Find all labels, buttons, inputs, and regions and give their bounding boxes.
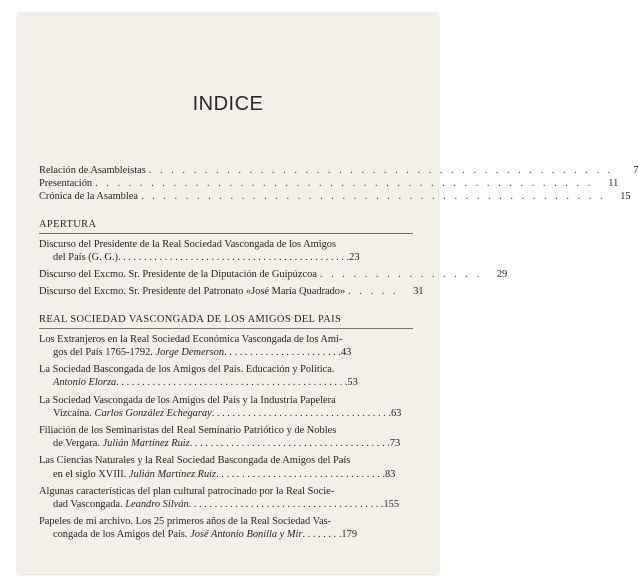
- page-number: 23: [349, 252, 360, 264]
- dot-leader: . . . . . . . .: [302, 529, 342, 541]
- entry-line: Algunas características del plan cultural patrocinado por la Real Socie-: [39, 485, 335, 497]
- toc-entry-industria-papelera: [39, 394, 413, 420]
- toc-entry-presentacion: [39, 177, 619, 190]
- toc-entry-papeles-archivo: [39, 515, 413, 541]
- entry-line: Las Ciencias Naturales y la Real Sociedad Bascongada de Amigos del País: [39, 455, 351, 467]
- entry-line: Los Extranjeros en la Real Sociedad Económica Vascongada de los Ami-: [39, 333, 343, 345]
- toc-entry-bascongada-educacion: [39, 363, 413, 389]
- page-number: 15: [620, 191, 631, 203]
- toc-entry-discurso-diputacion: [39, 268, 508, 281]
- table-of-contents: [39, 164, 638, 542]
- dot-leader: . . . . . . . . . . . . . . . . . . . . . . . . . . . . . . . . . . . . . . . . . . . . .: [95, 178, 594, 190]
- entry-author: Julián Martínez Ruiz: [128, 468, 217, 480]
- entry-line: Discurso del Presidente de la Real Sociedad Vascongada de los Amigos: [39, 238, 337, 250]
- toc-entry-ciencias-naturales: [39, 454, 413, 480]
- entry-line: Discurso del Excmo. Sr. Presidente del Patronato «José María Quadrado»: [39, 286, 346, 298]
- dot-leader: . . . . . . . . . . . . . . . . . . . . . . . . . . . . . . . . . . . . . . . . . . . . .: [116, 377, 348, 389]
- toc-entry-relacion: [39, 164, 638, 177]
- dot-leader: . . . . . . . . . . . . . . . . . . . . . . . . . . . . . . . . . . . . . . . . . .: [148, 165, 614, 176]
- page-number: 43: [340, 347, 352, 359]
- entry-line: gos del País 1765-1792.: [53, 347, 153, 359]
- entry-label: Crónica de la Asamblea: [39, 191, 138, 203]
- entry-line: dad Vascongada.: [53, 499, 123, 511]
- toc-entry-plan-cultural: [39, 485, 413, 511]
- entry-label: Relación de Asambleístas: [39, 165, 146, 176]
- toc-entry-discurso-patronato: [39, 285, 424, 298]
- entry-line: del País (G. G.): [53, 252, 118, 264]
- book-page: [18, 14, 638, 574]
- entry-line: Discurso del Excmo. Sr. Presidente de la Diputación de Guipúzcoa: [39, 269, 317, 281]
- dot-leader: . . . . . . . . . . . . . . . . . . . . . . . . . . . . . . . . . . . . . .: [188, 499, 384, 511]
- toc-entry-discurso-presidente: [39, 238, 413, 264]
- dot-leader: . . . . . . . . . . . . . . . . . . . . . . . . . . . . . . . . . . .: [211, 407, 391, 419]
- page-number: 73: [389, 438, 401, 450]
- toc-entry-cronica: [39, 190, 631, 203]
- page-number: 53: [347, 377, 358, 389]
- toc-entry-extranjeros: [39, 333, 413, 359]
- page-number: 63: [390, 407, 402, 419]
- entry-author: José Antonio Bonilla y Mir: [190, 529, 303, 541]
- entry-author: Carlos González Echegaray: [94, 407, 212, 419]
- entry-line: La Sociedad Vascongada de los Amigos del País y la Industria Papelera: [39, 394, 336, 406]
- page-number: 155: [383, 499, 400, 511]
- dot-leader: . . . . . . . . . . . . . . .: [319, 269, 483, 281]
- entry-author: Antonio Elorza: [53, 377, 117, 389]
- page-number: 11: [608, 178, 619, 190]
- dot-leader: . . . . . . . . . . . . . . . . . . . . . . . . . . . . . . . . . . . . . . . . . . . . .: [117, 252, 350, 264]
- page-number: 83: [384, 468, 396, 480]
- dot-leader: . . . . . . . . . . . . . . . . . . . . . . . . . . . . . . . . . . . . . . .: [189, 438, 390, 450]
- dot-leader: . . . . . . . . . . . . . . . . . . . . . . .: [224, 347, 341, 359]
- page-number: 7: [633, 165, 638, 176]
- entry-line: Filiación de los Seminaristas del Real Seminario Patriótico y de Nobles: [39, 425, 337, 437]
- section-heading-apertura: APERTURA: [39, 218, 413, 234]
- entry-label: Presentación: [39, 178, 93, 190]
- entry-line: Papeles de mi archivo. Los 25 primeros años de la Real Sociedad Vas-: [39, 516, 332, 528]
- toc-entry-seminaristas: [39, 424, 413, 450]
- section-heading-rsv: REAL SOCIEDAD VASCONGADA DE LOS AMIGOS DEL PAIS: [39, 313, 413, 329]
- entry-line: en el siglo XVIII.: [53, 468, 127, 480]
- page-number: 29: [496, 269, 508, 281]
- dot-leader: . . . . . . . . . . . . . . . . . . . . . . . . . . . . . . . . .: [216, 468, 385, 480]
- entry-line: La Sociedad Bascongada de los Amigos del País. Educación y Política.: [39, 364, 335, 376]
- entry-line: congada de los Amigos del País.: [53, 529, 188, 541]
- entry-author: Jorge Demerson: [155, 347, 225, 359]
- dot-leader: . . . . . . . . . . . . . . . . . . . . . . . . . . . . . . . . . . . . . . . . . .: [140, 191, 606, 203]
- entry-author: Leandro Silván: [125, 499, 189, 511]
- entry-line: de Vergara.: [53, 438, 100, 450]
- page-number: 31: [413, 286, 424, 298]
- entry-line: Vizcaína.: [53, 407, 92, 419]
- page-title: INDICE: [192, 93, 264, 115]
- entry-author: Julián Martínez Ruiz: [102, 438, 190, 450]
- page-number: 179: [341, 529, 358, 541]
- dot-leader: . . . . .: [348, 286, 399, 298]
